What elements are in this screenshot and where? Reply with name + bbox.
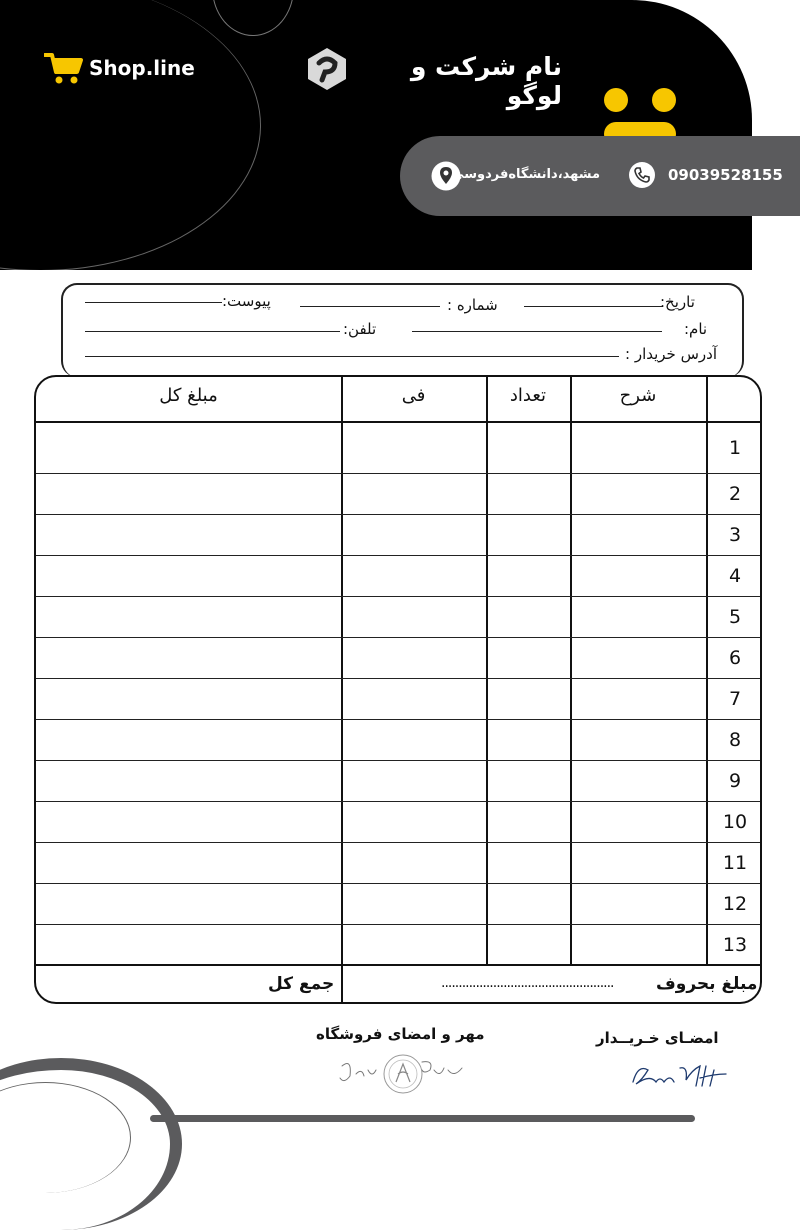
row-number: 12 xyxy=(722,893,748,915)
seller-stamp-label: مهر و امضای فروشگاه xyxy=(316,1025,485,1043)
phone-number: 09039528155 xyxy=(668,166,783,184)
phone-field[interactable] xyxy=(85,331,340,332)
phone-icon xyxy=(628,161,656,189)
column-header-unit-price: فی xyxy=(401,385,426,406)
seller-stamp-signature xyxy=(338,1052,468,1096)
row-number: 10 xyxy=(722,811,748,833)
column-header-description: شرح xyxy=(619,385,657,406)
address-text: مشهد،دانشگاه‌فردوسی xyxy=(451,167,600,182)
decorative-line xyxy=(150,1115,695,1122)
row-number: 13 xyxy=(722,934,748,956)
row-number: 2 xyxy=(728,483,742,505)
row-number: 11 xyxy=(722,852,748,874)
row-number: 1 xyxy=(728,437,742,459)
buyer-signature-label: امضـای خـریــدار xyxy=(596,1029,719,1047)
name-field[interactable] xyxy=(412,331,662,332)
decorative-arc xyxy=(0,0,261,270)
cart-icon xyxy=(44,52,84,86)
date-field[interactable] xyxy=(524,306,662,307)
phone-label: تلفن: xyxy=(343,320,377,338)
items-table xyxy=(34,375,762,1004)
amount-in-words-field[interactable]: .................................................. xyxy=(441,975,614,991)
buyer-address-field[interactable] xyxy=(85,356,619,357)
row-number: 7 xyxy=(728,688,742,710)
row-number: 9 xyxy=(728,770,742,792)
logo-p-icon xyxy=(305,47,349,91)
name-label: نام: xyxy=(684,320,708,338)
buyer-address-label: آدرس خریدار : xyxy=(625,345,717,363)
column-header-total: مبلغ کل xyxy=(159,385,218,406)
company-name: نام شرکت و لوگو xyxy=(410,52,562,110)
row-number: 8 xyxy=(728,729,742,751)
amount-in-words-label: مبلغ بحروف xyxy=(656,974,758,994)
attachment-field[interactable] xyxy=(85,302,222,303)
row-number: 4 xyxy=(728,565,742,587)
number-field[interactable] xyxy=(300,306,440,307)
number-label: شماره : xyxy=(447,296,498,314)
attachment-label: پیوست: xyxy=(222,292,271,310)
grand-total-label: جمع کل xyxy=(268,974,335,994)
decorative-arc xyxy=(212,0,294,36)
row-number: 3 xyxy=(728,524,742,546)
date-label: تاریخ: xyxy=(660,293,695,311)
row-number: 5 xyxy=(728,606,742,628)
row-number: 6 xyxy=(728,647,742,669)
brand-name: Shop.line xyxy=(89,56,195,80)
buyer-signature xyxy=(630,1060,730,1092)
column-header-quantity: تعداد xyxy=(509,385,547,406)
